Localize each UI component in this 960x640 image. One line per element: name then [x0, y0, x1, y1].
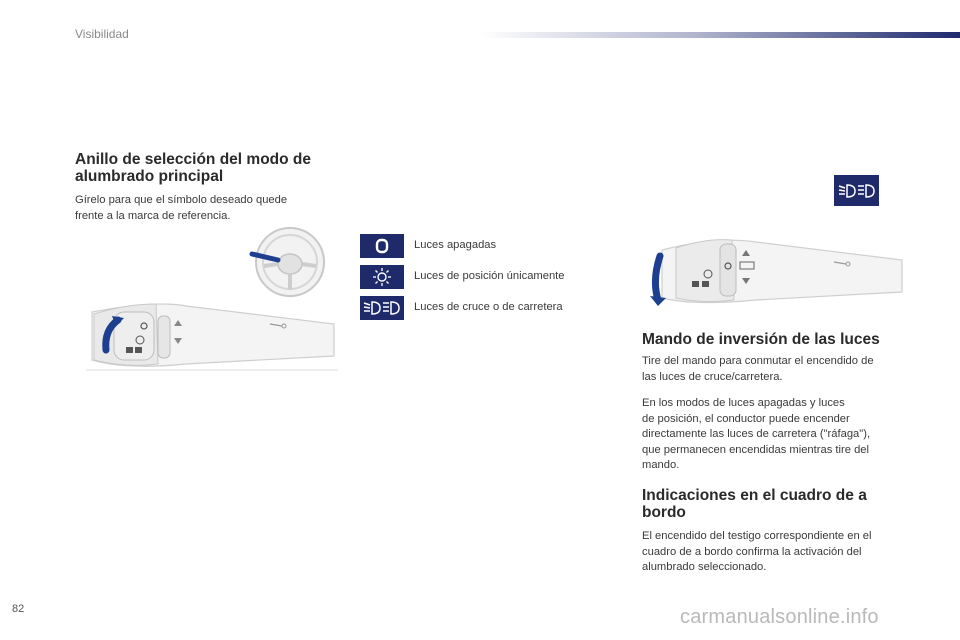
- lights-off-icon: [360, 234, 404, 258]
- left-section-title: [75, 151, 355, 185]
- left-section-body: Gírelo para que el símbolo deseado quede frente a la marca de referencia.: [75, 194, 288, 222]
- beam-toggle-icon: [834, 175, 879, 206]
- right-stalk-illustration: [646, 236, 904, 306]
- inversion-section: [642, 331, 912, 474]
- left-stalk-illustration: [86, 298, 338, 374]
- steering-wheel-illustration: [248, 224, 328, 300]
- watermark: carmanualsonline.info: [680, 606, 879, 628]
- left-section: [75, 151, 355, 224]
- inversion-paragraph-2: En los modos de luces apagadas y luces de posición, el conductor puede encender directamente las luces de carretera ("ráfaga"), que permanecen encendidas mientras tire del mando.: [642, 397, 871, 471]
- indicaciones-section: [642, 487, 912, 576]
- left-title-line2: alumbrado principal: [75, 168, 224, 185]
- left-title-line1: Anillo de selección del modo de: [75, 151, 311, 168]
- position-lights-icon: [360, 265, 404, 289]
- legend-label-position: Luces de posición únicamente: [414, 270, 565, 282]
- indicaciones-paragraph: El encendido del testigo correspondiente en el cuadro de a bordo confirma la activación del alumbrado seleccionado.: [642, 530, 872, 573]
- header-gradient-bar: [480, 32, 960, 38]
- header-section-title: Visibilidad: [75, 27, 129, 41]
- indicaciones-title: Indicaciones en el cuadro de a bordo: [642, 487, 867, 521]
- inversion-paragraph-1: Tire del mando para conmutar el encendido de las luces de cruce/carretera.: [642, 355, 874, 383]
- page-number: 82: [12, 603, 25, 615]
- dipped-main-beam-icon: [360, 296, 404, 320]
- inversion-title: Mando de inversión de las luces: [642, 331, 880, 348]
- legend-label-off: Luces apagadas: [414, 239, 497, 251]
- legend-label-dipped-main: Luces de cruce o de carretera: [414, 301, 563, 313]
